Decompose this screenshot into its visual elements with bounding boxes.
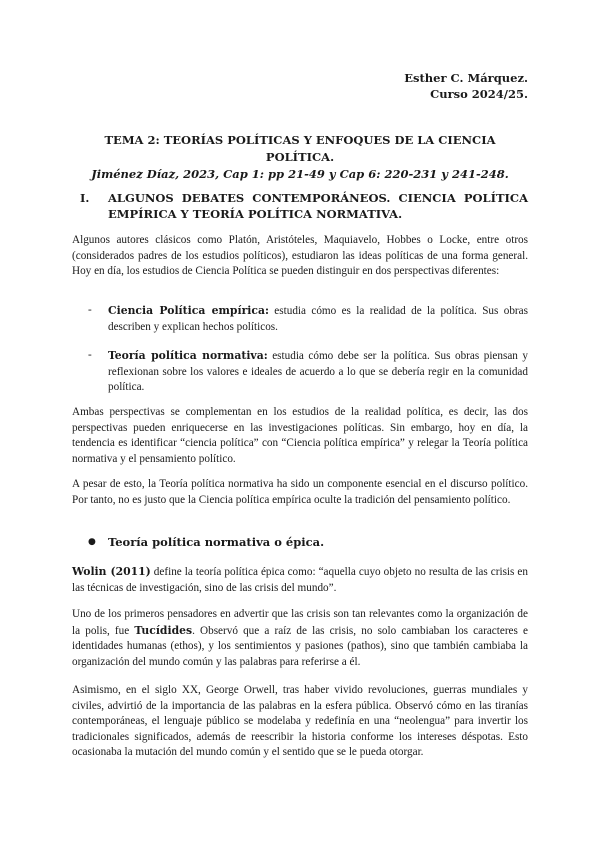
thucydides-paragraph <box>72 607 528 670</box>
subsection-title: Teoría política normativa o épica. <box>108 535 325 549</box>
intro-paragraph: Algunos autores clásicos como Platón, Aristóteles, Maquiavelo, Hobbes o Locke, entre otros (considerados padres de los estudios políticos), estudiaron las ideas políticas de una forma general. Hoy en día, los estudios de Ciencia Política se pueden distinguir en dos perspectivas diferentes: <box>72 234 528 277</box>
section-title: ALGUNOS DEBATES CONTEMPORÁNEOS. CIENCIA POLÍTICA EMPÍRICA Y TEORÍA POLÍTICA NORMATIVA. <box>108 191 528 221</box>
orwell-paragraph: Asimismo, en el siglo XX, George Orwell, tras haber vivido revoluciones, guerras mundiales y civiles, advirtió de la importancia de las palabras en la esfera pública. Observó cómo en las tiranías contemporáneas, el lenguaje público se modelaba y redefinía en una “neolengua” para invertir los tradicionales significados, además de reescribir la historia conforme los intereses déspotas. Esto ocasionaba la mutación del mundo común y el sentido que se le pueda otorgar. <box>72 684 528 758</box>
thucydides-text-end: . Observó que a raíz de las crisis, no solo cambiaban los caracteres e identidades humanas (ethos), y los sentimientos y pasiones (pathos), sino que también cambiaba la organización del mundo común y las palabras para referirse a él. <box>72 624 528 668</box>
complement-paragraph: Ambas perspectivas se complementan en los estudios de la realidad política, es decir, las dos perspectivas pueden enriquecerse en las investigaciones políticas. Sin embargo, hoy en día, la tendencia es identificar “ciencia política” con “Ciencia política empírica” y relegar la Teoría política normativa y el pensamiento político. <box>72 406 528 465</box>
section-heading <box>80 190 528 222</box>
reference-line: Jiménez Díaz, 2023, Cap 1: pp 21-49 y Cap 6: 220-231 y 241-248. <box>91 167 509 181</box>
wolin-paragraph <box>72 564 528 596</box>
thucydides-text-start: Uno de los primeros pensadores en advertir que las crisis son tan relevantes como la organización de la polis, fue <box>72 608 528 637</box>
dash-marker: - <box>88 304 92 316</box>
course-year: Curso 2024/25. <box>430 87 528 101</box>
list-item <box>88 303 528 335</box>
bullet-term: Teoría política normativa: <box>108 349 268 362</box>
wolin-citation: Wolin (2011) <box>72 565 151 578</box>
document-title <box>72 132 528 183</box>
bullet-term: Ciencia Política empírica: <box>108 304 269 317</box>
subsection-heading <box>88 534 528 550</box>
thucydides-name: Tucídides <box>134 623 193 637</box>
topic-title: TEMA 2: TEORÍAS POLÍTICAS Y ENFOQUES DE LA CIENCIA POLÍTICA. <box>104 133 496 164</box>
bullet-text: estudia cómo debe ser la política. Sus obras piensan y reflexionan sobre los valores e ideales de acuerdo a lo que se debería regir en la comunidad política. <box>108 350 528 393</box>
list-item <box>88 348 528 396</box>
bullet-text: estudia cómo es la realidad de la política. Sus obras describen y explican hechos políticos. <box>108 305 528 333</box>
document-header <box>404 70 528 102</box>
wolin-text: define la teoría política épica como: “aquella cuyo objeto no resulta de las crisis en las técnicas de investigación, sino de las crisis del mundo”. <box>72 566 528 594</box>
section-number: I. <box>80 191 90 205</box>
bullet-dot-icon: ● <box>88 537 96 547</box>
author-name: Esther C. Márquez. <box>404 71 528 85</box>
despite-paragraph: A pesar de esto, la Teoría política normativa ha sido un componente esencial en el discurso político. Por tanto, no es justo que la Ciencia política empírica oculte la tradición del pensamiento político. <box>72 478 528 506</box>
dash-marker: - <box>88 349 92 361</box>
